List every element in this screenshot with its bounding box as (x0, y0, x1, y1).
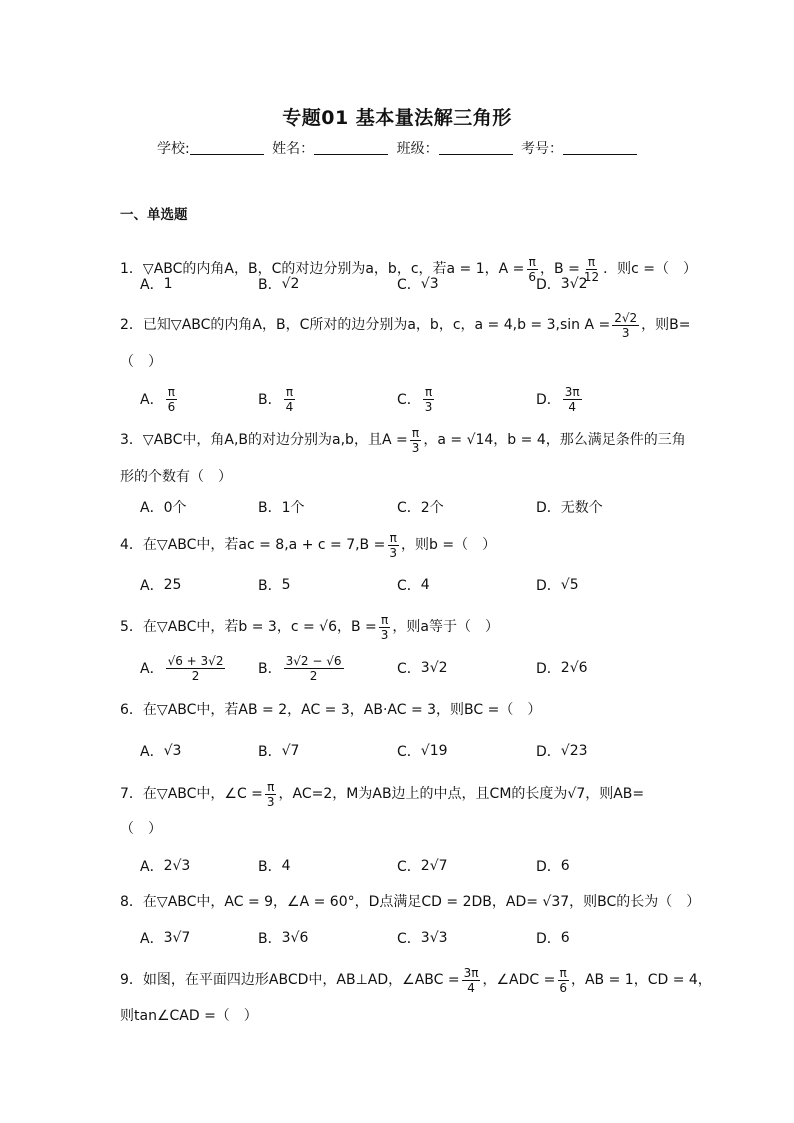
option-text: 2个 (420, 500, 444, 516)
question-8 (120, 883, 701, 921)
fraction-denominator: 6 (167, 399, 176, 414)
option-label: C． (397, 661, 421, 677)
question-2 (120, 306, 691, 344)
question-number: 6． (120, 702, 143, 718)
option-text: 1个 (281, 500, 305, 516)
option-label: D． (536, 500, 561, 516)
option-label: D． (536, 392, 561, 408)
fraction-numerator: π (167, 384, 176, 399)
option-d[interactable] (536, 381, 584, 417)
fraction-denominator: 12 (583, 269, 600, 284)
fraction-numerator: 3√2 − √6 (285, 653, 342, 668)
option-text: √7 (281, 743, 300, 759)
fraction-denominator: 3 (411, 440, 420, 455)
option-text: √3 (163, 743, 182, 759)
question-text: 在▽ABC中，若AB = 2，AC = 3，AB·AC = 3，则BC =（ ） (142, 702, 542, 718)
option-d[interactable] (536, 650, 588, 686)
option-text: √3 (420, 276, 439, 292)
option-label: B． (258, 277, 282, 293)
fraction (612, 311, 639, 340)
fraction-denominator: 4 (568, 399, 577, 414)
option-b[interactable] (258, 650, 346, 686)
question-number: 1． (120, 261, 143, 277)
fraction-denominator: 3 (266, 794, 275, 809)
option-label: B． (258, 744, 282, 760)
question-text: ▽ABC的内角A，B，C的对边分别为a，b，c，若a = 1，A = (142, 261, 525, 277)
fraction-numerator: √6 + 3√2 (167, 653, 224, 668)
question-number: 2． (120, 317, 143, 333)
option-label: D． (536, 744, 561, 760)
section-heading: 一、单选题 (120, 207, 188, 223)
option-label: A． (140, 500, 164, 516)
option-label: C． (397, 859, 421, 875)
option-label: C． (397, 931, 421, 947)
option-text: √19 (420, 743, 448, 759)
option-c[interactable] (397, 567, 430, 603)
option-d[interactable] (536, 567, 579, 603)
question-text: 已知▽ABC的内角A，B，C所对的边分别为a，b，c，a = 4,b = 3,sin A = (142, 317, 611, 333)
option-a[interactable] (140, 381, 179, 417)
question-9 (120, 961, 712, 999)
school-blank[interactable] (190, 140, 264, 155)
option-label: D． (536, 859, 561, 875)
option-text: 5 (281, 577, 291, 593)
option-text: 2√7 (420, 858, 448, 874)
option-fraction (284, 654, 344, 683)
option-a[interactable] (140, 733, 181, 769)
fraction (557, 966, 569, 995)
option-text: 4 (281, 858, 291, 874)
fraction-numerator: 3π (463, 965, 479, 980)
option-text: 25 (163, 577, 182, 593)
option-label: B． (258, 661, 282, 677)
question-3-line-2: 形的个数有（ ） (120, 469, 232, 485)
fraction-numerator: 2√2 (614, 310, 638, 325)
fraction-denominator: 6 (528, 269, 537, 284)
question-text: ，AC=2，M为AB边上的中点，且CM的长度为√7，则AB= (278, 786, 645, 802)
question-text: 如图，在平面四边形ABCD中，AB⊥AD，∠ABC = (142, 972, 460, 988)
option-c[interactable] (397, 650, 448, 686)
question-number: 8． (120, 894, 143, 910)
question-9-line-2: 则tan∠CAD =（ ） (120, 1008, 258, 1024)
option-d[interactable] (536, 848, 570, 884)
fraction-denominator: 4 (285, 399, 294, 414)
option-label: A． (140, 661, 164, 677)
question-text: ，B = (540, 261, 580, 277)
option-label: B． (258, 578, 282, 594)
option-b[interactable] (258, 381, 297, 417)
question-6 (120, 691, 680, 729)
question-text: ，则b =（ ） (401, 537, 497, 553)
option-label: C． (397, 744, 421, 760)
question-text: ，则a等于（ ） (392, 619, 499, 635)
options-q8 (140, 920, 700, 956)
option-label: B． (258, 859, 282, 875)
option-text: 2√3 (163, 858, 191, 874)
option-text: 无数个 (560, 500, 603, 516)
option-b[interactable] (258, 733, 299, 769)
fraction-denominator: 6 (559, 980, 567, 995)
class-label: 班级： (396, 141, 439, 157)
option-text: √23 (560, 743, 588, 759)
option-fraction (284, 385, 296, 414)
question-5 (120, 608, 680, 646)
option-text: 3√3 (420, 930, 448, 946)
fraction-denominator: 3 (424, 399, 433, 414)
option-text: 2√6 (560, 660, 588, 676)
option-label: A． (140, 859, 164, 875)
option-label: A． (140, 744, 164, 760)
question-number: 4． (120, 537, 143, 553)
option-b[interactable] (258, 567, 291, 603)
fraction-numerator: 3π (564, 384, 580, 399)
option-text: 0个 (163, 500, 187, 516)
option-a[interactable] (140, 567, 181, 603)
option-fraction (563, 385, 582, 414)
option-label: D． (536, 661, 561, 677)
fraction (379, 613, 391, 642)
option-a[interactable] (140, 266, 173, 302)
option-b[interactable] (258, 848, 291, 884)
name-label: 姓名： (272, 141, 315, 157)
page-title: 专题01 基本量法解三角形 (282, 107, 512, 129)
exam-number-label: 考号： (521, 141, 564, 157)
question-text: ，则B= (641, 317, 691, 333)
school-label: 学校: (156, 141, 190, 157)
option-b[interactable] (258, 920, 308, 956)
option-fraction (423, 385, 435, 414)
question-text: 在▽ABC中，若b = 3，c = √6，B = (142, 619, 377, 635)
options-q7 (140, 848, 700, 884)
fraction-denominator: 2 (309, 668, 318, 683)
question-number: 3． (120, 432, 143, 448)
option-text: 6 (560, 858, 570, 874)
option-a[interactable] (140, 489, 187, 525)
option-label: A． (140, 578, 164, 594)
option-text: 3√7 (163, 930, 191, 946)
option-fraction (166, 385, 178, 414)
option-b[interactable] (258, 489, 305, 525)
option-text: √2 (281, 276, 300, 292)
question-text: 在▽ABC中，若ac = 8,a + c = 7,B = (142, 537, 386, 553)
question-3 (120, 421, 686, 459)
fraction-denominator: 4 (467, 980, 475, 995)
option-label: D． (536, 578, 561, 594)
options-q1 (140, 266, 700, 302)
option-text: 6 (560, 930, 570, 946)
option-label: A． (140, 277, 164, 293)
fraction-numerator: π (267, 779, 275, 794)
question-7-line-2: （ ） (120, 821, 162, 837)
question-text: 在▽ABC中，∠C = (142, 786, 263, 802)
fraction-denominator: 2 (191, 668, 200, 683)
question-text: 在▽ABC中，AC = 9，∠A = 60°，D点满足CD = 2DB，AD= √37，则BC的长为（ ） (142, 894, 701, 910)
option-d[interactable] (536, 920, 570, 956)
option-label: C． (397, 578, 421, 594)
option-fraction (166, 654, 226, 683)
option-d[interactable] (536, 489, 603, 525)
option-a[interactable] (140, 848, 190, 884)
option-label: C． (397, 277, 421, 293)
fraction-numerator: π (389, 530, 397, 545)
question-4 (120, 526, 680, 564)
fraction-denominator: 3 (380, 627, 389, 642)
exam-number-blank[interactable] (563, 140, 637, 155)
option-text: 1 (163, 276, 173, 292)
fraction-numerator: π (380, 612, 389, 627)
option-c[interactable] (397, 848, 448, 884)
option-text: 3√2 (560, 276, 588, 292)
fraction-numerator: π (285, 384, 294, 399)
options-q6 (140, 733, 700, 769)
class-blank[interactable] (439, 140, 513, 155)
option-text: 3√6 (281, 930, 309, 946)
option-a[interactable] (140, 650, 227, 686)
question-2-line-2: （ ） (120, 354, 162, 370)
option-d[interactable] (536, 266, 588, 302)
fraction (410, 426, 422, 455)
fraction-numerator: π (424, 384, 433, 399)
question-number: 7． (120, 786, 143, 802)
option-text: 3√2 (420, 660, 448, 676)
option-a[interactable] (140, 920, 190, 956)
options-q4 (140, 567, 700, 603)
question-text: ．则c =（ ） (603, 261, 698, 277)
option-c[interactable] (397, 733, 448, 769)
question-7 (120, 775, 680, 813)
option-c[interactable] (397, 381, 436, 417)
fraction (265, 780, 277, 809)
question-number: 9． (120, 972, 143, 988)
options-q5 (140, 650, 700, 686)
name-blank[interactable] (314, 140, 388, 155)
question-text: ，AB = 1，CD = 4， (570, 972, 712, 988)
option-text: √5 (560, 577, 579, 593)
option-label: C． (397, 392, 421, 408)
option-c[interactable] (397, 489, 444, 525)
student-info-line (0, 138, 794, 158)
option-c[interactable] (397, 920, 448, 956)
question-text: ，∠ADC = (482, 972, 556, 988)
option-d[interactable] (536, 733, 588, 769)
option-label: B． (258, 392, 282, 408)
fraction-numerator: π (528, 254, 536, 269)
fraction-numerator: π (587, 254, 596, 269)
option-b[interactable] (258, 266, 299, 302)
fraction-numerator: π (411, 425, 420, 440)
option-label: D． (536, 931, 561, 947)
options-q2 (140, 381, 700, 417)
option-c[interactable] (397, 266, 439, 302)
question-number: 5． (120, 619, 143, 635)
fraction (387, 531, 399, 560)
option-label: A． (140, 392, 164, 408)
options-q3 (140, 489, 700, 525)
question-text: ▽ABC中，角A,B的对边分别为a,b，且A = (142, 432, 408, 448)
fraction (462, 966, 481, 995)
fraction-denominator: 3 (621, 325, 630, 340)
fraction-denominator: 3 (389, 545, 397, 560)
option-label: A． (140, 931, 164, 947)
option-label: D． (536, 277, 561, 293)
option-label: B． (258, 500, 282, 516)
option-label: C． (397, 500, 421, 516)
option-label: B． (258, 931, 282, 947)
option-text: 4 (420, 577, 430, 593)
fraction-numerator: π (559, 965, 567, 980)
question-text: ，a = √14，b = 4，那么满足条件的三角 (423, 432, 686, 448)
